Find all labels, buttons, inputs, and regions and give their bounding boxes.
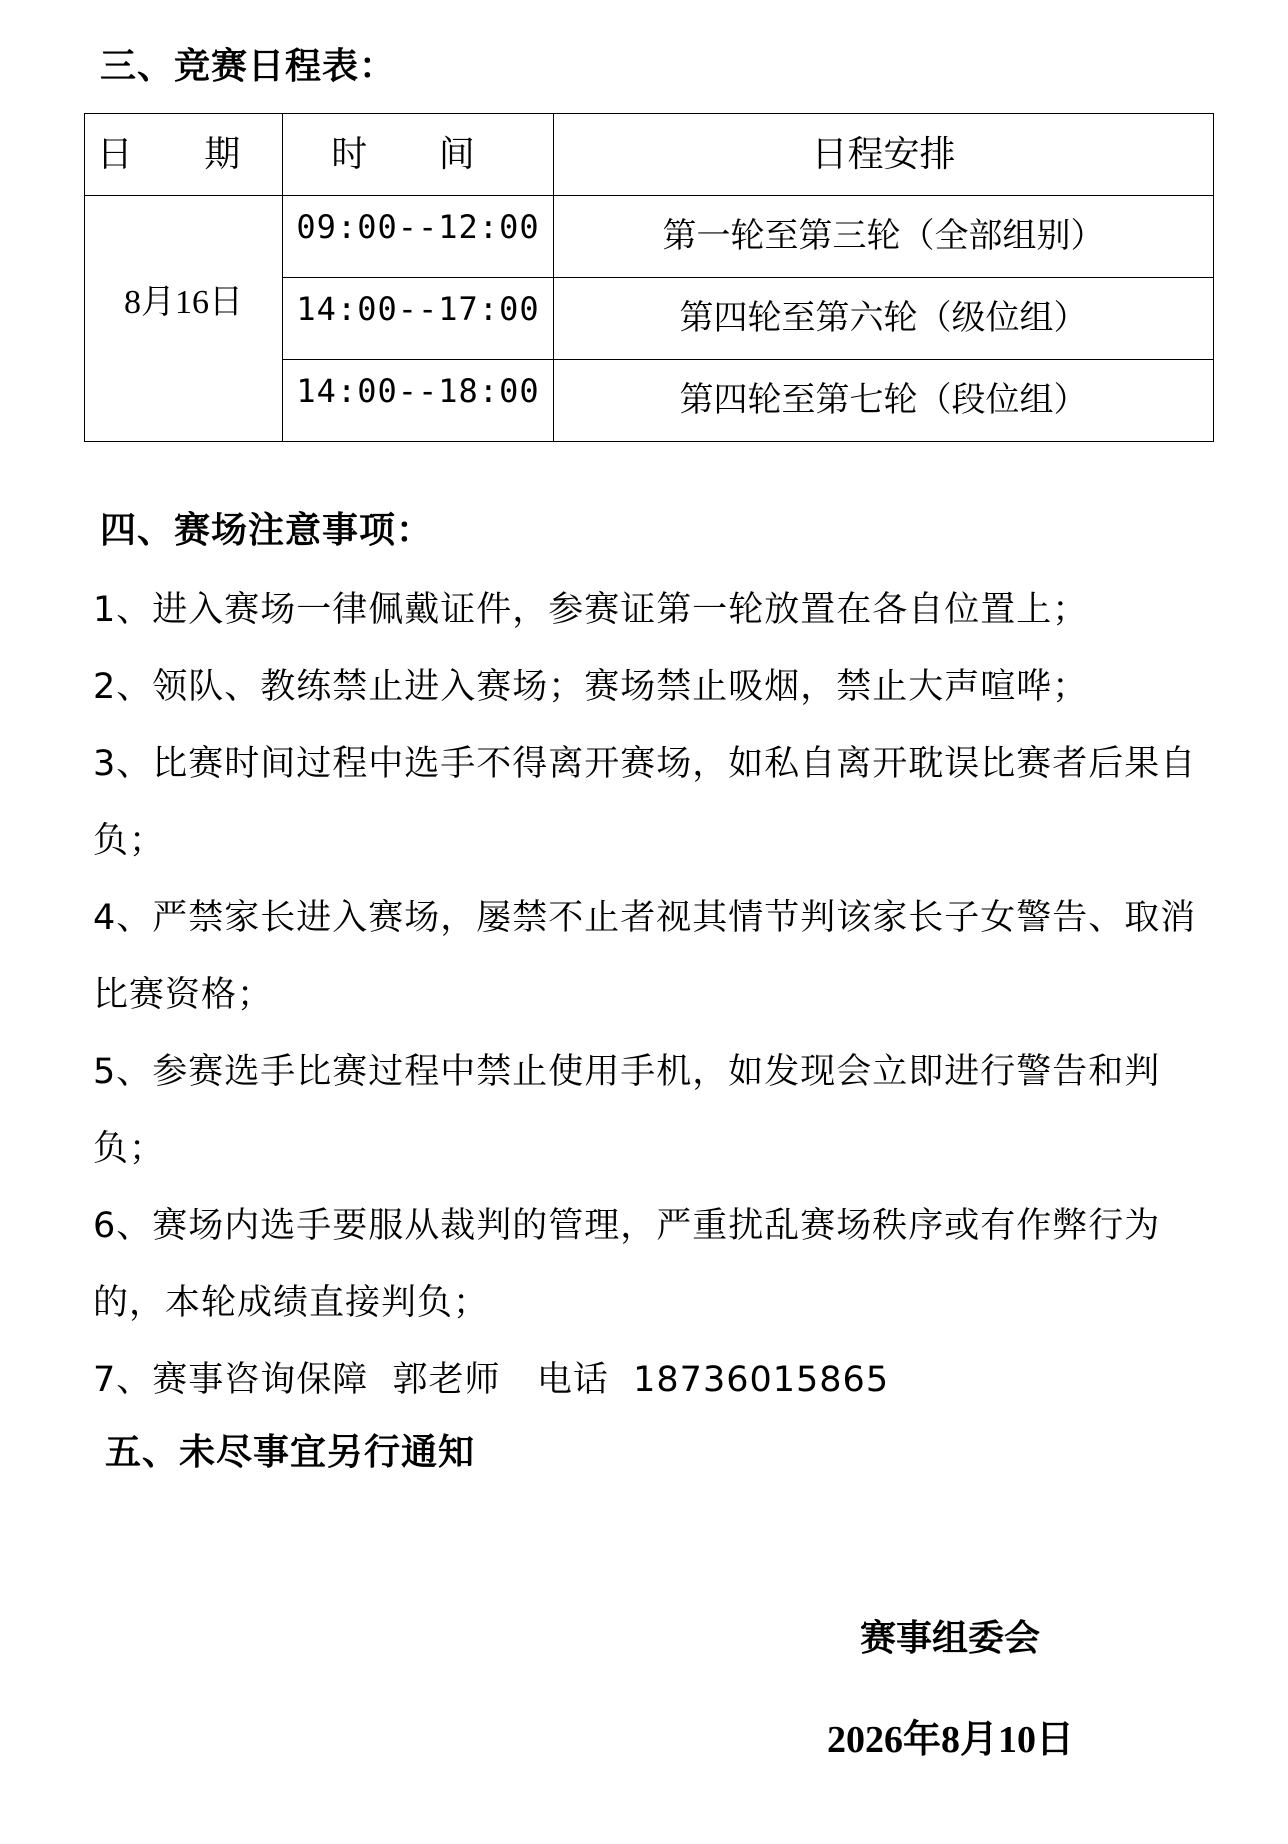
note-item: 1、进入赛场一律佩戴证件，参赛证第一轮放置在各自位置上； <box>93 590 1089 630</box>
note-item: 5、参赛选手比赛过程中禁止使用手机，如发现会立即进行警告和判负； <box>93 1052 1161 1169</box>
section-5-heading: 五、未尽事宜另行通知 <box>105 1432 476 1473</box>
signature-date: 2026年8月10日 <box>827 1719 1075 1761</box>
note-item: 2、领队、教练禁止进入赛场；赛场禁止吸烟，禁止大声喧哗； <box>93 667 1089 707</box>
header-date: 日 期 <box>85 114 283 196</box>
plan-cell: 第四轮至第七轮（段位组） <box>554 360 1214 442</box>
header-time: 时 间 <box>283 114 554 196</box>
time-cell: 09:00--12:00 <box>283 196 554 278</box>
time-cell: 14:00--17:00 <box>283 278 554 360</box>
note-item: 6、赛场内选手要服从裁判的管理，严重扰乱赛场秩序或有作弊行为的，本轮成绩直接判负； <box>93 1206 1161 1323</box>
date-cell: 8月16日 <box>85 196 283 442</box>
section-4-heading: 四、赛场注意事项： <box>100 510 434 551</box>
signature-organization: 赛事组委会 <box>860 1618 1041 1659</box>
plan-cell: 第一轮至第三轮（全部组别） <box>554 196 1214 278</box>
note-item: 4、严禁家长进入赛场，屡禁不止者视其情节判该家长子女警告、取消比赛资格； <box>93 898 1197 1015</box>
table-row <box>85 196 1214 278</box>
table-header-row <box>85 114 1214 196</box>
note-item: 3、比赛时间过程中选手不得离开赛场，如私自离开耽误比赛者后果自负； <box>93 744 1197 861</box>
section-3-heading: 三、竞赛日程表： <box>100 46 397 87</box>
schedule-table <box>84 113 1214 442</box>
header-plan: 日程安排 <box>554 114 1214 196</box>
notes-list <box>93 572 1213 1419</box>
note-item: 7、赛事咨询保障 郭老师 电话 18736015865 <box>93 1360 890 1400</box>
time-cell: 14:00--18:00 <box>283 360 554 442</box>
plan-cell: 第四轮至第六轮（级位组） <box>554 278 1214 360</box>
